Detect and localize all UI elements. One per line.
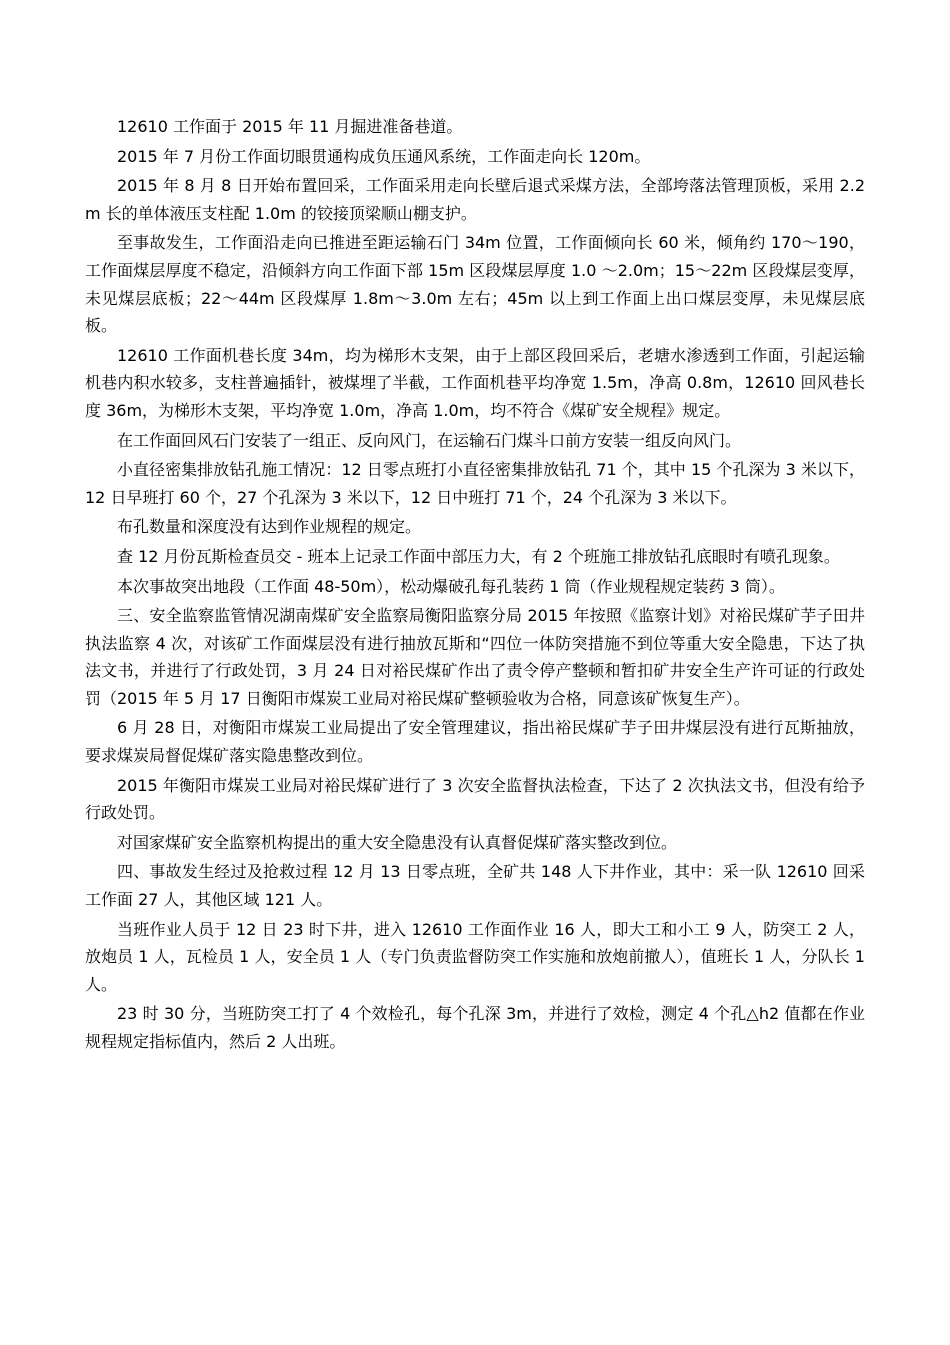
paragraph: 2015 年 8 月 8 日开始布置回采，工作面采用走向长壁后退式采煤方法，全部垮落法管理顶板，采用 2.2m 长的单体液压支柱配 1.0m 的铰接顶梁顺山棚支护。 [85, 176, 865, 223]
paragraph: 6 月 28 日，对衡阳市煤炭工业局提出了安全管理建议，指出裕民煤矿芋子田井煤层没有进行瓦斯抽放，要求煤炭局督促煤矿落实隐患整改到位。 [85, 718, 865, 766]
paragraph: 12610 工作面机巷长度 34m，均为梯形木支架，由于上部区段回采后，老塘水渗透到工作面，引起运输机巷内积水较多，支柱普遍插针，被煤埋了半截，工作面机巷平均净宽 1.5m，净高 0.8m，12610 回风巷长度 36m，为梯形木支架，平均净宽 1.0m，净高 1.0m，均不符合《煤矿安全规程》规定。 [85, 345, 865, 420]
paragraph: 三、安全监察监管情况湖南煤矿安全监察局衡阳监察分局 2015 年按照《监察计划》对裕民煤矿芋子田井执法监察 4 次，对该矿工作面煤层没有进行抽放瓦斯和“四位一体防突措施不到位等重大安全隐患，下达了执法文书，并进行了行政处罚，3 月 24 日对裕民煤矿作出了责令停产整顿和暂扣矿井安全生产许可证的行政处罚（2015 年 5 月 17 日衡阳市煤炭工业局对裕民煤矿整顿验收为合格，同意该矿恢复生产）。 [85, 606, 865, 708]
paragraph: 2015 年 7 月份工作面切眼贯通构成负压通风系统，工作面走向长 120m。 [117, 146, 651, 166]
paragraph: 至事故发生，工作面沿走向已推进至距运输石门 34m 位置，工作面倾向长 60 米，倾角约 170～190，工作面煤层厚度不稳定，沿倾斜方向工作面下部 15m 区段煤层厚度 1.0 ～2.0m；15～22m 区段煤层变厚，未见煤层底板；22～44m 区段煤厚 1.8m～3.0m 左右；45m 以上到工作面上出口煤层变厚，未见煤层底板。 [85, 233, 865, 336]
paragraph: 布孔数量和深度没有达到作业规程的规定。 [117, 517, 422, 537]
paragraph: 12610 工作面于 2015 年 11 月掘进准备巷道。 [117, 117, 463, 136]
paragraph: 本次事故突出地段（工作面 48-50m），松动爆破孔每孔装药 1 筒（作业规程规定装药 3 筒）。 [117, 576, 785, 596]
paragraph: 2015 年衡阳市煤炭工业局对裕民煤矿进行了 3 次安全监督执法检查，下达了 2 次执法文书，但没有给予行政处罚。 [85, 775, 865, 823]
paragraph: 小直径密集排放钻孔施工情况：12 日零点班打小直径密集排放钻孔 71 个，其中 15 个孔深为 3 米以下，12 日早班打 60 个，27 个孔深为 3 米以下，12 日中班打 71 个，24 个孔深为 3 米以下。 [85, 460, 865, 507]
paragraph: 当班作业人员于 12 日 23 时下井，进入 12610 工作面作业 16 人，即大工和小工 9 人，防突工 2 人，放炮员 1 人，瓦检员 1 人，安全员 1 人（专门负责监督防突工作实施和放炮前撤人），值班长 1 人，分队长 1 人。 [85, 919, 865, 994]
paragraph: 对国家煤矿安全监察机构提出的重大安全隐患没有认真督促煤矿落实整改到位。 [117, 832, 678, 852]
paragraph: 四、事故发生经过及抢救过程 12 月 13 日零点班，全矿共 148 人下井作业，其中：采一队 12610 回采工作面 27 人，其他区域 121 人。 [85, 862, 865, 910]
paragraph: 查 12 月份瓦斯检查员交 - 班本上记录工作面中部压力大，有 2 个班施工排放钻孔底眼时有喷孔现象。 [117, 546, 840, 566]
paragraph: 23 时 30 分，当班防突工打了 4 个效检孔，每个孔深 3m，并进行了效检，测定 4 个孔△h2 值都在作业规程规定指标值内，然后 2 人出班。 [85, 1004, 865, 1051]
paragraph: 在工作面回风石门安装了一组正、反向风门，在运输石门煤斗口前方安装一组反向风门。 [117, 430, 742, 450]
